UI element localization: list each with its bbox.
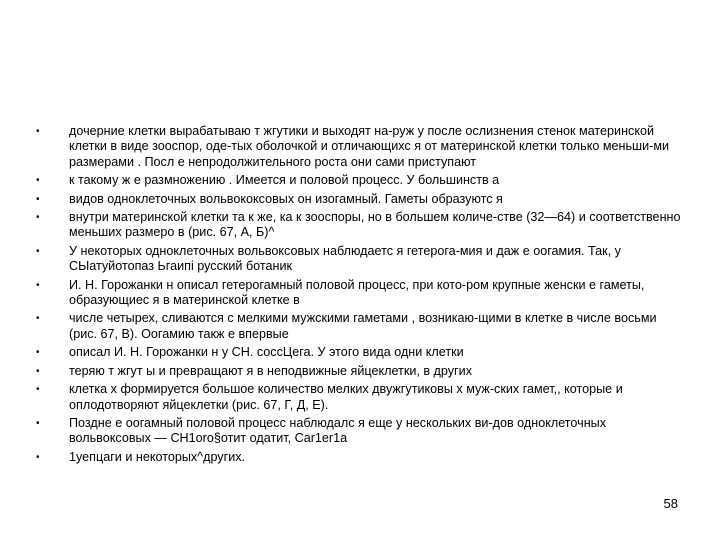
list-item — [36, 416, 686, 447]
bullet-icon: • — [36, 245, 40, 257]
list-item-text: описал И. Н. Горожанки н у СН. соссЦега. У этого вида одни клетки — [69, 345, 464, 360]
bullet-icon: • — [36, 365, 40, 377]
list-item-text: к такому ж е размножению . Имеется и половой процесс. У большинств а — [69, 173, 500, 188]
list-item-text: 1уепцаги и некоторых^других. — [69, 449, 246, 464]
bullet-icon: • — [36, 126, 40, 137]
list-item-text: клетка х формируется большое количество мелких двужгутиковы х муж-ских гамет,, которые и оплодотворяют яйцеклетки (рис. 67, Г, Д, Е). — [69, 382, 623, 412]
list-item — [36, 244, 686, 275]
list-item — [36, 124, 686, 170]
bullet-icon: • — [36, 175, 40, 187]
list-item-text: Поздне е оогамный половой процесс наблюдалс я еще у нескольких ви-дов одноклеточных вольвоксовых — СН1orо§отит одатит, Car1er1a — [69, 415, 607, 446]
bullet-icon: • — [36, 451, 40, 463]
bullet-icon: • — [36, 347, 40, 359]
list-item-text: И. Н. Горожанки н описал гетерогамный половой процесс, при кото-ром крупные женски е гаметы, образующиес я в материнской клетке в — [69, 277, 645, 308]
list-item — [36, 450, 686, 465]
list-item-text: видов одноклеточных вольвококсовых он изогамный. Гаметы образуютс я — [69, 191, 503, 206]
list-item — [36, 364, 686, 379]
list-item-text: теряю т жгут ы и превращают я в неподвижные яйцеклетки, в других — [69, 363, 472, 378]
list-item — [36, 192, 686, 207]
list-item-text: У некоторых одноклеточных вольвоксовых наблюдаетс я гетерога-мия и даж е оогамия. Так, у СЫатуйотопаз Ьгаипі русский ботаник — [69, 243, 621, 274]
bullet-icon: • — [36, 193, 40, 205]
list-item — [36, 278, 686, 309]
list-item — [36, 210, 686, 241]
list-item-text: дочерние клетки вырабатываю т жгутики и выходят на-руж у после ослизнения стенок материнской клетки в виде зооспор, оде-тых оболочкой и отличающихс я от материнской клетки только меньши-ми размерами . Посл е непродолжительного роста они сами приступают — [69, 124, 670, 169]
bullet-icon: • — [36, 384, 40, 396]
list-item — [36, 382, 686, 413]
bullet-icon: • — [36, 313, 40, 325]
list-item — [36, 345, 686, 360]
list-item-text: внутри материнской клетки та к же, ка к зооспоры, но в большем количе-стве (32—64) и соответственно меньших размеро в (рис. 67, А, Б)^ — [69, 210, 681, 240]
page-number: 58 — [663, 496, 678, 511]
list-item-text: числе четырех, сливаются с мелкими мужскими гаметами , возникаю-щими в клетке в числе восьми (рис. 67, В). Оогамию такж е впервые — [69, 311, 657, 341]
bullet-icon: • — [36, 279, 40, 291]
list-item — [36, 311, 686, 342]
list-item — [36, 173, 686, 188]
bullet-icon: • — [36, 212, 40, 224]
bullet-icon: • — [36, 417, 40, 429]
bullet-list — [36, 124, 686, 468]
